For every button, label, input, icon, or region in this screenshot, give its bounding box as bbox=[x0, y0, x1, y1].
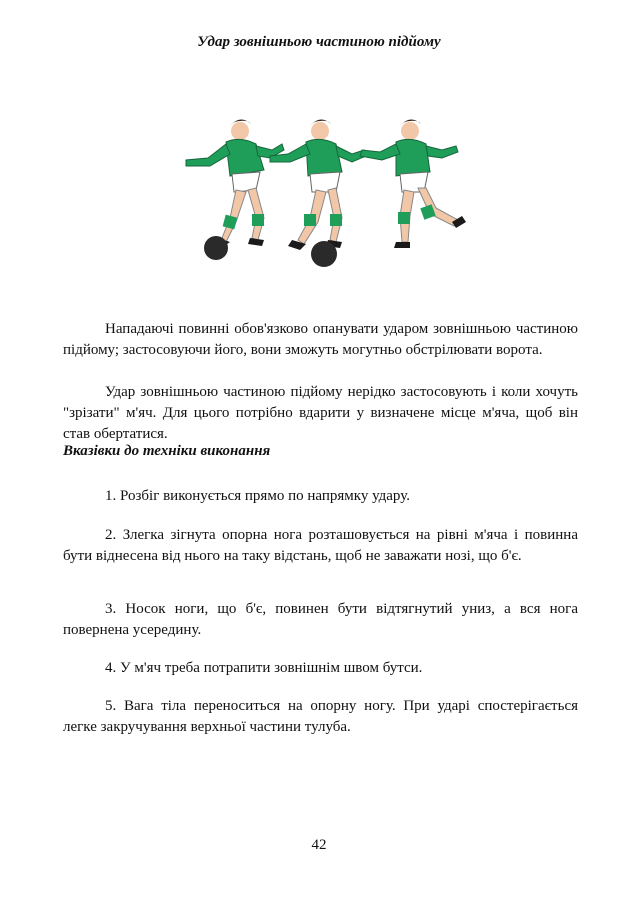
step-3: 3. Носок ноги, що б'є, повинен бути відтягнутий униз, а вся нога повернена усередину. bbox=[63, 601, 578, 638]
step-4: 4. У м'яч треба потрапити зовнішнім швом бутси. bbox=[105, 660, 423, 676]
section-heading: Вказівки до техніки виконання bbox=[63, 443, 271, 459]
player-figure-3 bbox=[360, 119, 466, 248]
ball-1 bbox=[204, 236, 228, 260]
step-2: 2. Злегка зігнута опорна нога розташовується на рівні м'яча і повинна бути віднесена від нього на таку відстань, щоб не заважати нозі, що б'є. bbox=[63, 527, 578, 564]
intro-paragraph-2: Удар зовнішньою частиною підйому нерідко застосовують і коли хочуть "зрізати" м'яч. Для цього потрібно вдарити у визначене місце м'яча, щоб він став обертатися. bbox=[63, 384, 578, 442]
ball-2 bbox=[311, 241, 337, 267]
step-5: 5. Вага тіла переноситься на опорну ногу. При ударі спостерігається легке закручування верхньої частини тулуба. bbox=[63, 698, 578, 735]
page-number: 42 bbox=[311, 837, 327, 853]
illustration-kick-sequence bbox=[160, 88, 472, 288]
step-1: 1. Розбіг виконується прямо по напрямку удару. bbox=[105, 488, 410, 504]
intro-paragraph-1: Нападаючі повинні обов'язково опанувати ударом зовнішньою частиною підйому; застосовуючи його, вони зможуть могутньо обстрілювати ворота. bbox=[63, 321, 578, 358]
player-figure-2 bbox=[270, 119, 366, 250]
page-title: Удар зовнішньою частиною підйому bbox=[197, 34, 441, 50]
player-figure-1 bbox=[186, 119, 284, 246]
